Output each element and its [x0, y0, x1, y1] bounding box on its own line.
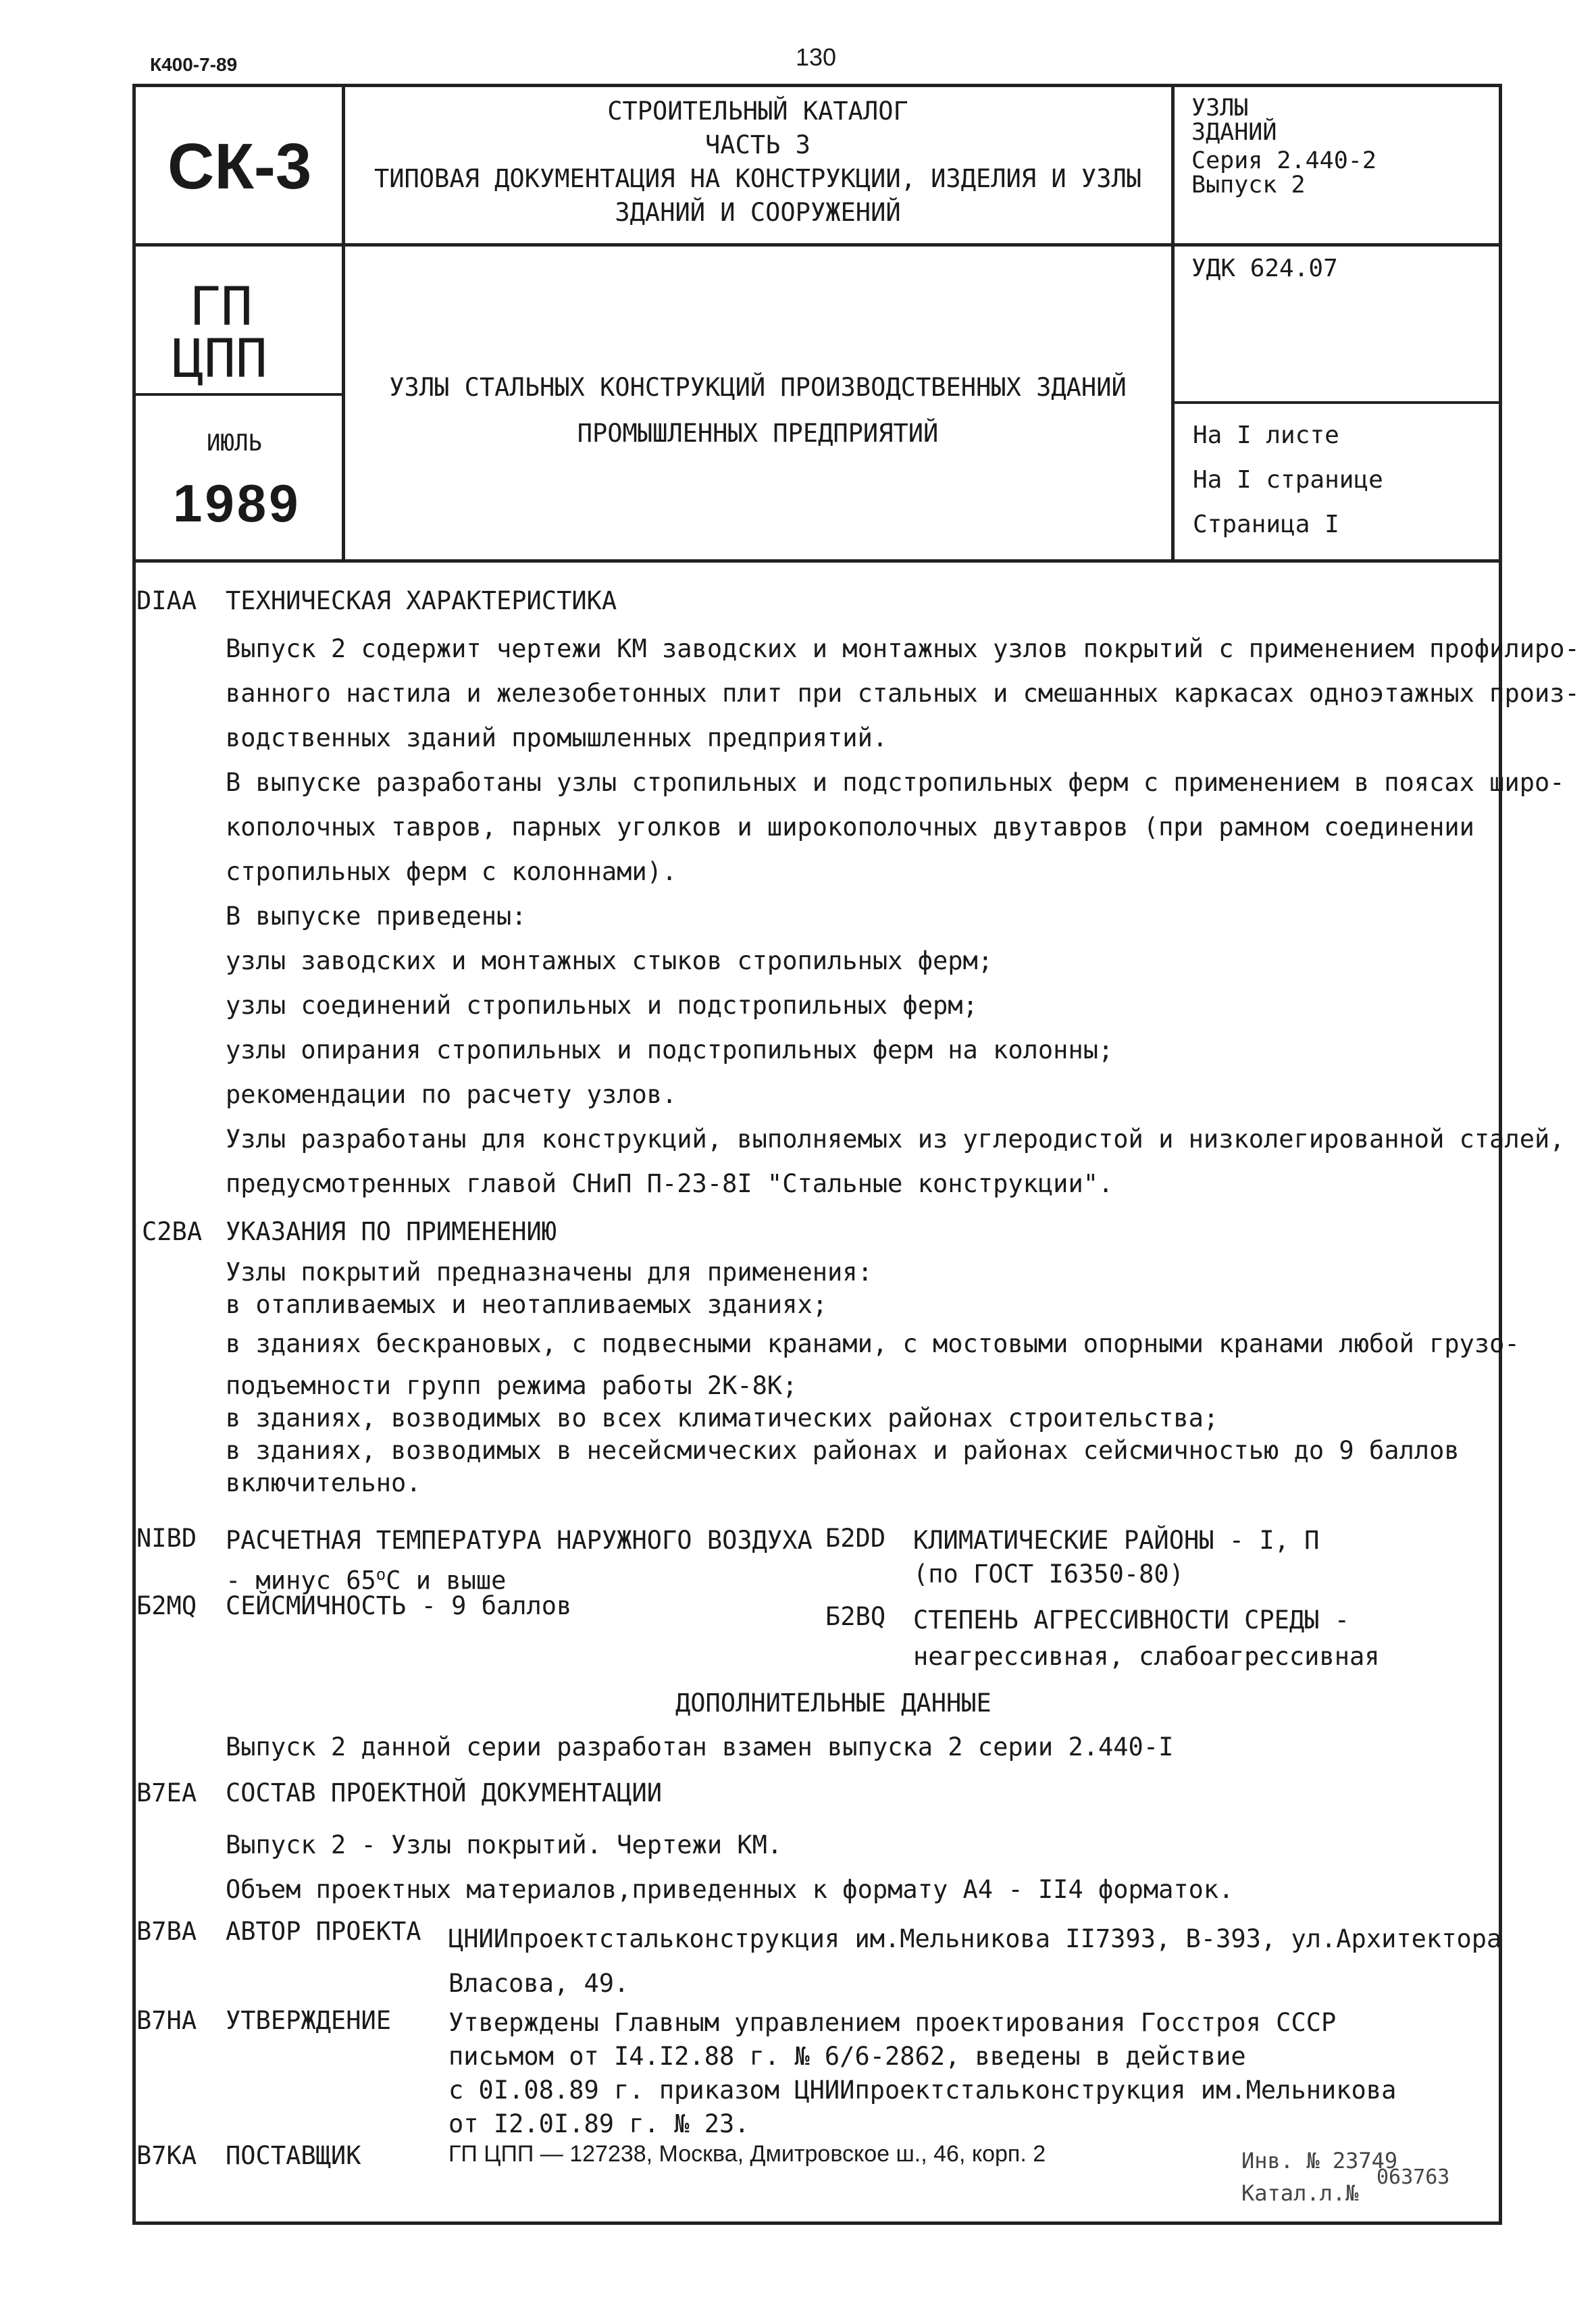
section-code-b7ka: B7KA: [136, 2141, 197, 2170]
frame-top: [132, 84, 1502, 87]
section-code-nibd: NIBD: [136, 1524, 197, 1553]
title-line-1: УЗЛЫ СТАЛЬНЫХ КОНСТРУКЦИЙ ПРОИЗВОДСТВЕННЫХ ЗДАНИЙ: [389, 373, 1127, 402]
sheet-line-3: Страница I: [1193, 511, 1339, 538]
gp-label: ГП: [189, 277, 253, 338]
catalog-line-3: ТИПОВАЯ ДОКУМЕНТАЦИЯ НА КОНСТРУКЦИИ, ИЗДЕЛИЯ И УЗЛЫ: [374, 164, 1142, 193]
month-label: ИЮЛЬ: [207, 430, 262, 457]
composition-line-2: Объем проектных материалов,приведенных к формату А4 - II4 форматок.: [226, 1875, 1234, 1904]
series-line-2: ЗДАНИЙ: [1191, 119, 1277, 146]
approval-lines: [448, 2006, 1396, 2141]
section-code-g2dd: Б2DD: [825, 1524, 886, 1553]
sheet-line-1: На I листе: [1193, 421, 1339, 449]
tech-paragraph: [226, 627, 1580, 1206]
document-title: [344, 365, 1171, 457]
frame-bottom: [132, 2221, 1502, 2225]
title-line-2: ПРОМЫШЛЕННЫХ ПРЕДПРИЯТИЙ: [577, 419, 939, 448]
tech-line: Узлы разработаны для конструкций, выполняемых из углеродистой и низколегированной сталей,: [226, 1125, 1565, 1154]
usage-line: в зданиях, возводимых в несейсмических районах и районах сейсмичностью до 9 баллов: [226, 1436, 1460, 1465]
catalog-line-4: ЗДАНИЙ И СООРУЖЕНИЙ: [615, 198, 901, 227]
section-code-g2bq: Б2BQ: [825, 1602, 886, 1631]
section-code-diaa: DIAA: [136, 586, 197, 615]
aggressiveness-block: [913, 1602, 1380, 1675]
tech-line: В выпуске приведены:: [226, 902, 527, 931]
catalog-line-1: СТРОИТЕЛЬНЫЙ КАТАЛОГ: [607, 97, 908, 126]
author-line-1: ЦНИИпроектстальконструкция им.Мельникова II7393, В-393, ул.Архитектора: [448, 1924, 1502, 1953]
tech-line: узлы опирания стропильных и подстропильных ферм на колонны;: [226, 1035, 1114, 1064]
composition-lines: [226, 1823, 1233, 1912]
usage-line: в зданиях бескрановых, с подвесными кранами, с мостовыми опорными кранами любой грузо-: [226, 1329, 1520, 1358]
header-vline-2: [1171, 84, 1175, 562]
series-line-4: Выпуск 2: [1191, 172, 1306, 199]
author-lines: [448, 1917, 1501, 2006]
tech-line: рекомендации по расчету узлов.: [226, 1080, 677, 1109]
series-block: [1191, 96, 1376, 197]
tech-line: предусмотренных главой СНиП П-23-8I "Стальные конструкции".: [226, 1169, 1114, 1198]
document-code: К400-7-89: [150, 54, 238, 75]
usage-line: включительно.: [226, 1468, 421, 1497]
page-number: 130: [796, 43, 837, 71]
temperature-block: [226, 1524, 813, 1597]
catalog-sheet-label: Катал.л.№: [1241, 2180, 1359, 2206]
section-code-c2ba: C2BA: [142, 1217, 203, 1246]
temperature-value-post: С и выше: [386, 1566, 507, 1595]
ck-label: СК-3: [168, 130, 312, 203]
tech-line: В выпуске разработаны узлы стропильных и подстропильных ферм с применением в поясах широ-: [226, 768, 1565, 797]
author-label: АВТОР ПРОЕКТА: [226, 1917, 421, 1946]
usage-paragraph: [226, 1256, 1520, 1499]
tech-line: узлы соединений стропильных и подстропильных ферм;: [226, 991, 978, 1020]
climate-line-2: (по ГОСТ I6350-80): [913, 1560, 1184, 1589]
section-code-g2mq: Б2MQ: [136, 1591, 197, 1620]
usage-line: Узлы покрытий предназначены для применения:: [226, 1258, 873, 1287]
year-label: 1989: [173, 473, 301, 533]
approval-line-3: с 0I.08.89 г. приказом ЦНИИпроектстальконструкция им.Мельникова: [448, 2076, 1397, 2105]
section-code-b7ha: B7HA: [136, 2006, 197, 2035]
series-line-3: Серия 2.440-2: [1191, 147, 1376, 174]
composition-line-1: Выпуск 2 - Узлы покрытий. Чертежи КМ.: [226, 1830, 783, 1859]
climate-block: [913, 1524, 1319, 1591]
udk-label: УДК 624.07: [1191, 255, 1338, 282]
degree-sign: о: [376, 1565, 386, 1584]
author-line-2: Власова, 49.: [448, 1969, 629, 1998]
approval-line-4: от I2.0I.89 г. № 23.: [448, 2109, 750, 2138]
series-line-1: УЗЛЫ: [1191, 95, 1249, 122]
tech-line: кополочных тавров, парных уголков и широкополочных двутавров (при рамном соединении: [226, 813, 1474, 842]
approval-line-2: письмом от I4.I2.88 г. № 6/6-2862, введены в действие: [448, 2042, 1246, 2071]
header-bottom: [132, 559, 1502, 563]
section-code-b7ea: B7EA: [136, 1778, 197, 1807]
tech-line: водственных зданий промышленных предприятий.: [226, 723, 888, 752]
additional-data-line: Выпуск 2 данной серии разработан взамен выпуска 2 серии 2.440-I: [226, 1732, 1174, 1762]
frame-left: [132, 84, 136, 2225]
sheet-info: [1193, 413, 1383, 547]
section-code-b7ba: B7BA: [136, 1917, 197, 1946]
seismicity-text: СЕЙСМИЧНОСТЬ - 9 баллов: [226, 1591, 572, 1620]
temperature-title: РАСЧЕТНАЯ ТЕМПЕРАТУРА НАРУЖНОГО ВОЗДУХА: [226, 1526, 813, 1555]
header-hline-right: [1173, 401, 1501, 404]
catalog-line-2: ЧАСТЬ 3: [705, 130, 810, 159]
additional-data-title: ДОПОЛНИТЕЛЬНЫЕ ДАННЫЕ: [675, 1689, 992, 1718]
supplier-text: ГП ЦПП — 127238, Москва, Дмитровское ш., 46, корп. 2: [448, 2141, 1046, 2167]
approval-label: УТВЕРЖДЕНИЕ: [226, 2006, 392, 2035]
usage-line: подъемности групп режима работы 2К-8К;: [226, 1371, 798, 1400]
approval-line-1: Утверждены Главным управлением проектирования Госстроя СССР: [448, 2008, 1337, 2037]
temperature-value-pre: - минус 65: [226, 1566, 376, 1595]
inventory-number: Инв. № 23749: [1241, 2148, 1398, 2174]
catalog-title: [344, 95, 1171, 230]
catalog-sheet-number: 063763: [1376, 2165, 1450, 2189]
aggressiveness-line-1: СТЕПЕНЬ АГРЕССИВНОСТИ СРЕДЫ -: [913, 1605, 1350, 1635]
tech-line: узлы заводских и монтажных стыков стропильных ферм;: [226, 946, 994, 975]
header-hline-1: [132, 243, 1502, 247]
sheet-line-2: На I странице: [1193, 466, 1383, 494]
section-title-tech: ТЕХНИЧЕСКАЯ ХАРАКТЕРИСТИКА: [226, 586, 617, 615]
tech-line: ванного настила и железобетонных плит при стальных и смешанных каркасах одноэтажных произ-: [226, 679, 1580, 708]
aggressiveness-line-2: неагрессивная, слабоагрессивная: [913, 1642, 1380, 1671]
composition-title: СОСТАВ ПРОЕКТНОЙ ДОКУМЕНТАЦИИ: [226, 1778, 663, 1807]
climate-line-1: КЛИМАТИЧЕСКИЕ РАЙОНЫ - I, П: [913, 1526, 1320, 1555]
header-hline-left: [132, 393, 343, 396]
section-title-usage: УКАЗАНИЯ ПО ПРИМЕНЕНИЮ: [226, 1217, 557, 1246]
cpp-label: ЦПП: [172, 329, 267, 390]
tech-line: стропильных ферм с колоннами).: [226, 857, 677, 886]
usage-line: в отапливаемых и неотапливаемых зданиях;: [226, 1290, 828, 1319]
supplier-label: ПОСТАВЩИК: [226, 2141, 361, 2170]
tech-line: Выпуск 2 содержит чертежи КМ заводских и монтажных узлов покрытий с применением профилиро-: [226, 634, 1580, 663]
usage-line: в зданиях, возводимых во всех климатических районах строительства;: [226, 1404, 1219, 1433]
